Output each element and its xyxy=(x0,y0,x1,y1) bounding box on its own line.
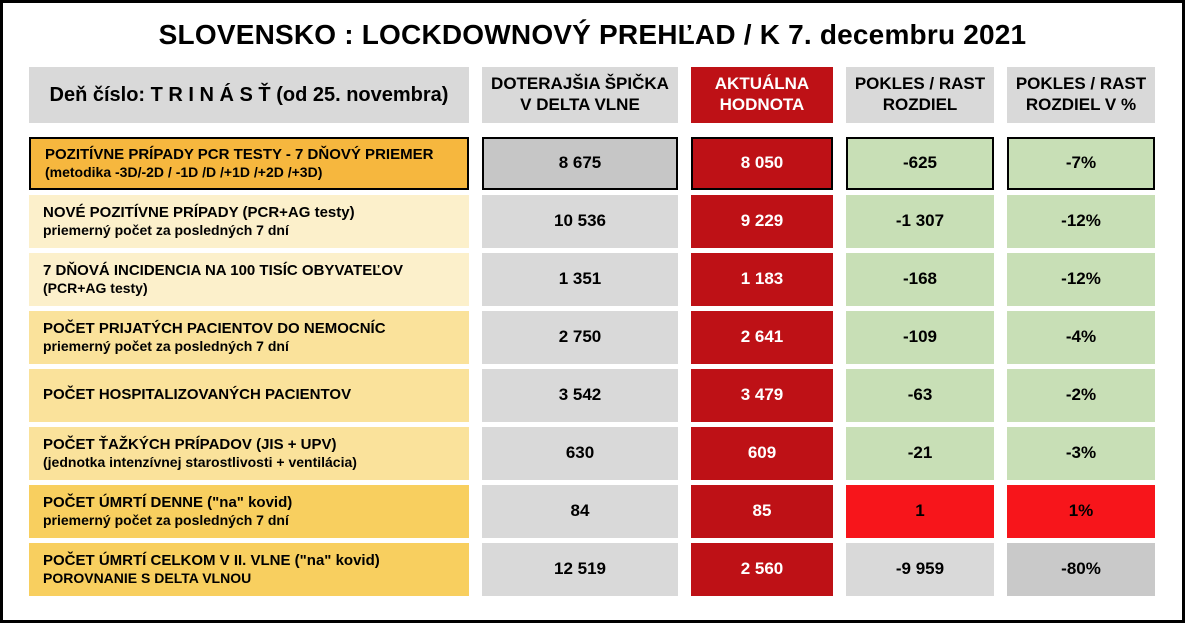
column-header-current xyxy=(691,67,833,123)
metric-label-line2: (PCR+AG testy) xyxy=(43,280,148,297)
column-header-peak-line2: V DELTA VLNE xyxy=(520,95,640,114)
table-row xyxy=(29,543,1156,596)
metric-label-cell xyxy=(29,543,469,596)
metric-label-cell xyxy=(29,485,469,538)
column-header-pct-line2: ROZDIEL V % xyxy=(1025,95,1137,114)
metric-label-cell xyxy=(29,137,469,190)
table-row xyxy=(29,253,1156,306)
metric-label-line1: NOVÉ POZITÍVNE PRÍPADY (PCR+AG testy) xyxy=(43,203,355,221)
column-header-current-line1: AKTUÁLNA xyxy=(714,74,810,94)
percent-cell: 1% xyxy=(1007,485,1155,538)
percent-cell: -80% xyxy=(1007,543,1155,596)
difference-cell: -625 xyxy=(846,137,994,190)
peak-value-cell: 10 536 xyxy=(482,195,678,248)
metric-label-cell xyxy=(29,427,469,480)
metric-label-line1: POČET ŤAŽKÝCH PRÍPADOV (JIS + UPV) xyxy=(43,435,337,453)
percent-cell: -12% xyxy=(1007,195,1155,248)
page-title: SLOVENSKO : LOCKDOWNOVÝ PREHĽAD / K 7. decembru 2021 xyxy=(158,19,1027,50)
current-value-cell: 2 641 xyxy=(691,311,833,364)
peak-value-cell: 12 519 xyxy=(482,543,678,596)
column-header-diff-line2: ROZDIEL xyxy=(882,95,958,114)
metric-label-line1: POZITÍVNE PRÍPADY PCR TESTY - 7 DŇOVÝ PRIEMER xyxy=(45,145,434,163)
difference-cell: -1 307 xyxy=(846,195,994,248)
column-header-diff-line1: POKLES / RAST xyxy=(854,74,986,94)
metric-label-line2: POROVNANIE S DELTA VLNOU xyxy=(43,570,252,587)
peak-value-cell: 84 xyxy=(482,485,678,538)
metric-label-line2: priemerný počet za posledných 7 dní xyxy=(43,512,289,529)
current-value-cell: 609 xyxy=(691,427,833,480)
peak-value-cell: 1 351 xyxy=(482,253,678,306)
table-row xyxy=(29,137,1156,190)
metric-label-cell xyxy=(29,195,469,248)
table-area xyxy=(3,67,1182,596)
metric-label-cell xyxy=(29,311,469,364)
metric-label-cell xyxy=(29,369,469,422)
column-header-peak xyxy=(482,67,678,123)
difference-cell: -63 xyxy=(846,369,994,422)
current-value-cell: 85 xyxy=(691,485,833,538)
difference-cell: -109 xyxy=(846,311,994,364)
peak-value-cell: 8 675 xyxy=(482,137,678,190)
percent-cell: -4% xyxy=(1007,311,1155,364)
difference-cell: -9 959 xyxy=(846,543,994,596)
current-value-cell: 2 560 xyxy=(691,543,833,596)
metric-label-line1: POČET ÚMRTÍ CELKOM V II. VLNE ("na" kovid) xyxy=(43,551,380,569)
difference-cell: -21 xyxy=(846,427,994,480)
current-value-cell: 8 050 xyxy=(691,137,833,190)
metric-label-line1: POČET HOSPITALIZOVANÝCH PACIENTOV xyxy=(43,386,352,404)
column-header-current-line2: HODNOTA xyxy=(719,95,805,114)
percent-cell: -2% xyxy=(1007,369,1155,422)
column-header-diff xyxy=(846,67,994,123)
difference-cell: 1 xyxy=(846,485,994,538)
table-row xyxy=(29,369,1156,422)
table-row xyxy=(29,485,1156,538)
column-header-pct xyxy=(1007,67,1155,123)
metric-label-line1: 7 DŇOVÁ INCIDENCIA NA 100 TISÍC OBYVATEĽOV xyxy=(43,261,404,279)
percent-cell: -12% xyxy=(1007,253,1155,306)
metric-label-line2: (jednotka intenzívnej starostlivosti + ventilácia) xyxy=(43,454,357,471)
peak-value-cell: 2 750 xyxy=(482,311,678,364)
metric-label-line2: priemerný počet za posledných 7 dní xyxy=(43,222,289,239)
peak-value-cell: 3 542 xyxy=(482,369,678,422)
current-value-cell: 9 229 xyxy=(691,195,833,248)
table-row xyxy=(29,311,1156,364)
peak-value-cell: 630 xyxy=(482,427,678,480)
metric-label-cell xyxy=(29,253,469,306)
metric-label-line1: POČET ÚMRTÍ DENNE ("na" kovid) xyxy=(43,493,293,511)
current-value-cell: 1 183 xyxy=(691,253,833,306)
table-row xyxy=(29,427,1156,480)
metric-label-line1: POČET PRIJATÝCH PACIENTOV DO NEMOCNÍC xyxy=(43,319,386,337)
current-value-cell: 3 479 xyxy=(691,369,833,422)
table-row xyxy=(29,195,1156,248)
metric-label-line2: (metodika -3D/-2D / -1D /D /+1D /+2D /+3D) xyxy=(45,164,323,181)
table-header-row xyxy=(29,67,1156,123)
column-header-peak-line1: DOTERAJŠIA ŠPIČKA xyxy=(491,74,669,94)
percent-cell: -7% xyxy=(1007,137,1155,190)
percent-cell: -3% xyxy=(1007,427,1155,480)
column-header-pct-line1: POKLES / RAST xyxy=(1015,74,1147,94)
metric-label-line2: priemerný počet za posledných 7 dní xyxy=(43,338,289,355)
difference-cell: -168 xyxy=(846,253,994,306)
day-number-cell: Deň číslo: T R I N Á S Ť (od 25. novembra) xyxy=(29,67,469,123)
